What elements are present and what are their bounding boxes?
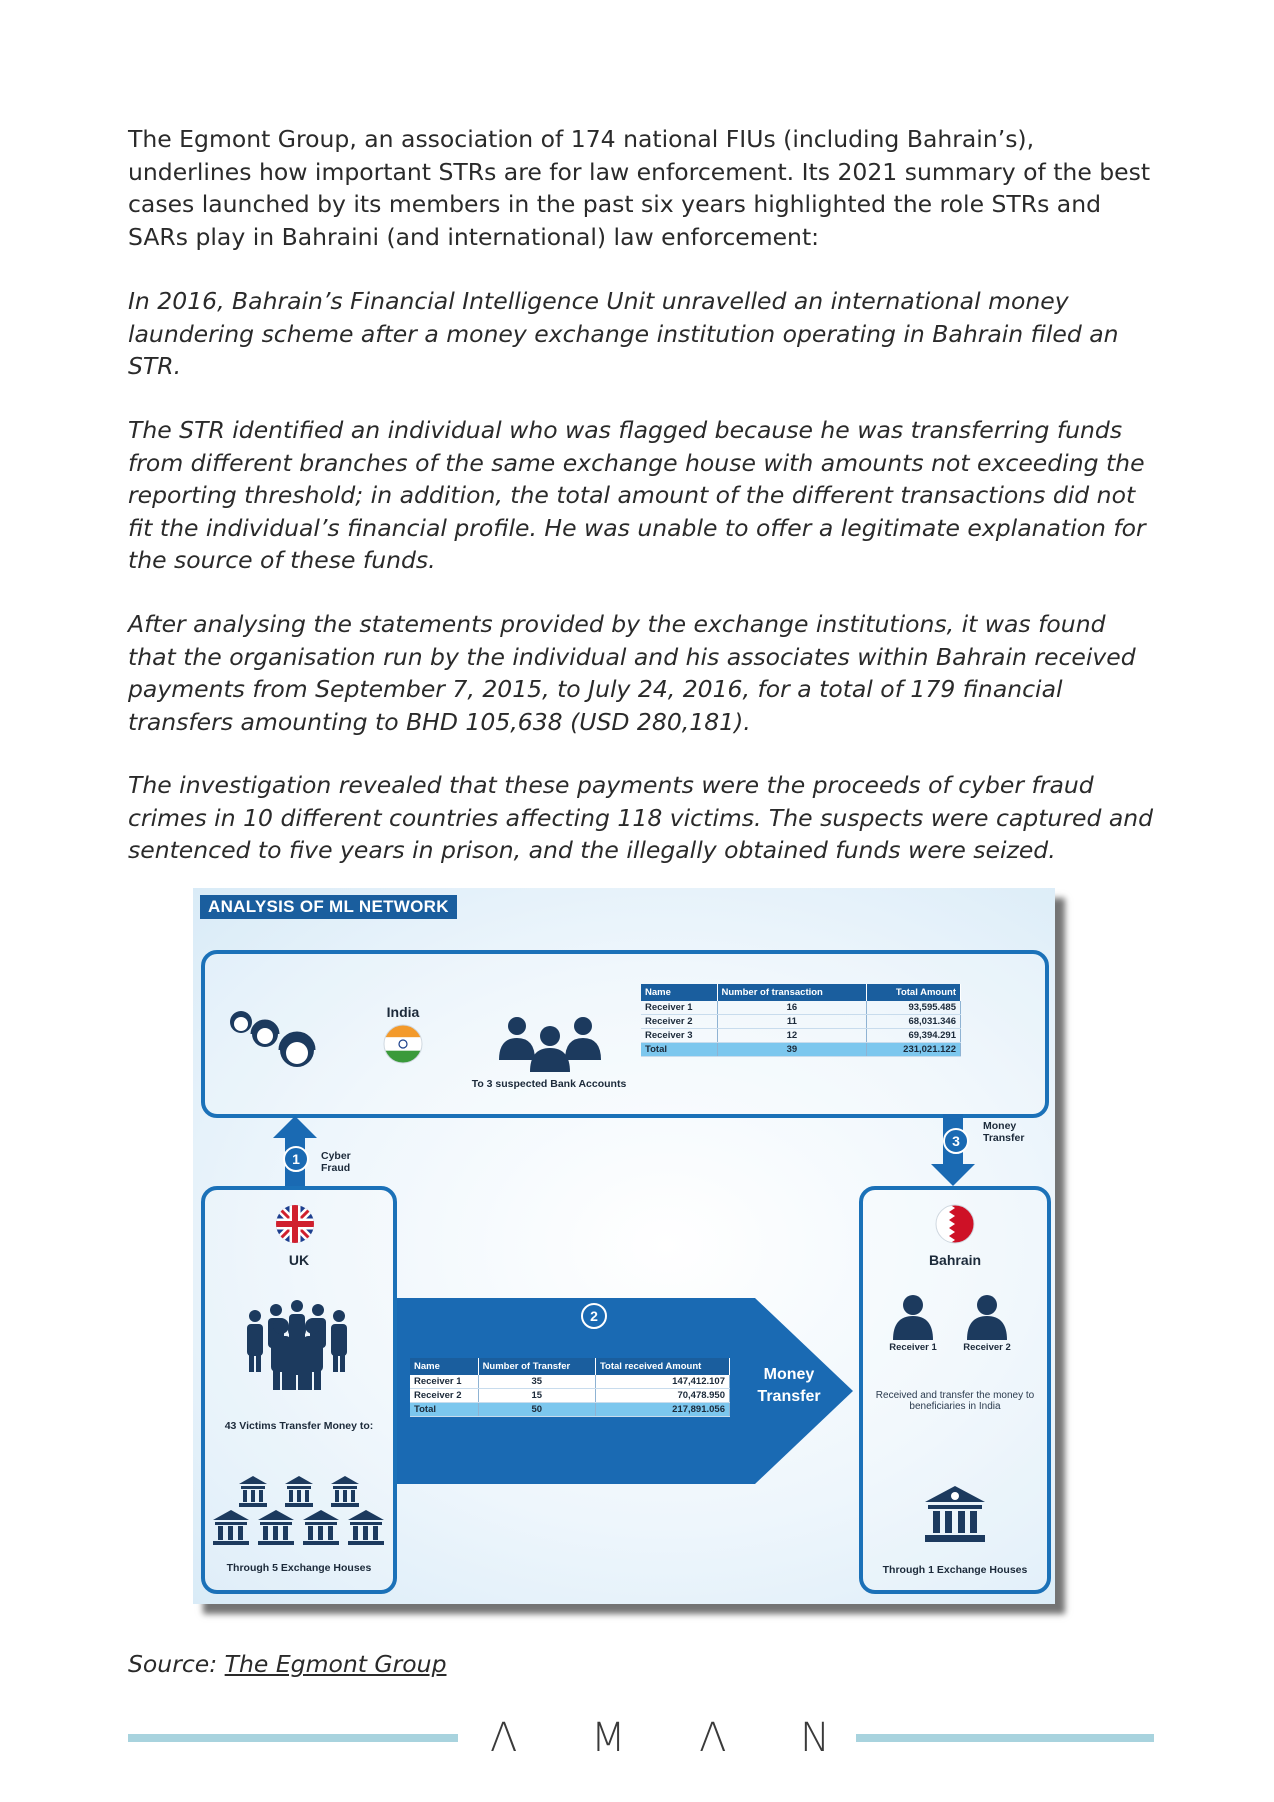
table-cell: Total — [641, 1043, 717, 1057]
step-2-badge: 2 — [581, 1303, 607, 1329]
table-row — [641, 1001, 961, 1015]
table-cell: 16 — [717, 1001, 867, 1015]
money-transfer-label-3: Money Transfer — [983, 1120, 1025, 1144]
table-total-row — [410, 1403, 730, 1417]
intro-paragraph: The Egmont Group, an association of 174 national FIUs (including Bahrain’s), underlines how important STRs are for law enforcement. Its 2021 summary of the best cases launched by its members in the past six years highlighted the role STRs and SARs play in Bahraini (and international) law enforcement: — [128, 125, 1151, 251]
step-1-badge: 1 — [283, 1146, 309, 1172]
source-prefix: Source: — [128, 1650, 218, 1678]
logo-letter: Λ — [699, 1715, 727, 1761]
india-label: India — [386, 1004, 420, 1020]
receiver-1-label: Receiver 1 — [889, 1342, 937, 1353]
exchange-houses-icon — [213, 1476, 385, 1546]
uk-flag-icon — [275, 1204, 315, 1244]
step-3-badge: 3 — [943, 1128, 969, 1154]
table-row — [410, 1375, 730, 1389]
table-cell: 39 — [717, 1043, 867, 1057]
uk-panel — [201, 1186, 397, 1594]
accounts-label: To 3 suspected Bank Accounts — [471, 1078, 627, 1090]
footer-rule-right — [856, 1734, 1154, 1742]
aman-logo — [490, 1716, 830, 1760]
table-header: Number of transaction — [717, 984, 867, 1001]
bahrain-note: Received and transfer the money to beneficiaries in India — [875, 1390, 1035, 1412]
bahrain-panel — [859, 1186, 1051, 1594]
table-row — [641, 1015, 961, 1029]
case-paragraph-1: In 2016, Bahrain’s Financial Intelligence Unit unravelled an international money laundering scheme after a money exchange institution operating in Bahrain filed an STR. — [128, 287, 1119, 380]
table-cell: 217,891.056 — [595, 1403, 729, 1417]
table-cell: 35 — [478, 1375, 595, 1389]
source-link[interactable]: The Egmont Group — [224, 1650, 447, 1678]
logo-letter: M — [590, 1715, 626, 1761]
table-cell: 70,478.950 — [595, 1389, 729, 1403]
table-header: Number of Transfer — [478, 1358, 595, 1375]
case-paragraph-2: The STR identified an individual who was flagged because he was transferring funds from different branches of the same exchange house with amounts not exceeding the reporting threshold; in addition, the total amount of the different transactions did not fit the individual’s financial profile. He was unable to offer a legitimate explanation for the source of these funds. — [128, 416, 1146, 574]
case-paragraph-4: The investigation revealed that these payments were the proceeds of cyber fraud crimes in 10 different countries affecting 118 victims. The suspects were captured and sentenced to five years in prison, and the illegally obtained funds were seized. — [128, 771, 1154, 864]
india-panel — [201, 950, 1049, 1118]
logo-letter: Λ — [490, 1715, 518, 1761]
table-cell: Receiver 2 — [641, 1015, 717, 1029]
receiver-2-icon — [967, 1294, 1007, 1340]
logo-letter: N — [800, 1715, 830, 1761]
table-cell: Receiver 2 — [410, 1389, 478, 1403]
infographic-title: ANALYSIS OF ML NETWORK — [200, 895, 457, 919]
table-row — [410, 1389, 730, 1403]
uk-houses-label: Through 5 Exchange Houses — [226, 1562, 372, 1574]
uk-label: UK — [288, 1252, 310, 1268]
money-transfer-label-2: Money Transfer — [757, 1366, 821, 1405]
table-cell: 147,412.107 — [595, 1375, 729, 1389]
source-line — [128, 1650, 447, 1678]
table-header: Total Amount — [867, 984, 961, 1001]
table-cell: 231,021.122 — [867, 1043, 961, 1057]
table-cell: Total — [410, 1403, 478, 1417]
call-center-icon — [225, 1006, 325, 1080]
bahrain-label: Bahrain — [928, 1252, 982, 1268]
ml-network-infographic — [193, 888, 1055, 1604]
bahrain-flag-icon — [935, 1204, 975, 1244]
table-total-row — [641, 1043, 961, 1057]
table-cell: 50 — [478, 1403, 595, 1417]
india-flag-icon — [383, 1024, 423, 1064]
table-header: Total received Amount — [595, 1358, 729, 1375]
table-row — [641, 1029, 961, 1043]
victims-crowd-icon — [241, 1300, 353, 1390]
bahrain-houses-label: Through 1 Exchange Houses — [882, 1564, 1028, 1576]
table-header: Name — [410, 1358, 478, 1375]
transfer-table — [410, 1358, 730, 1417]
table-cell: 69,394.291 — [867, 1029, 961, 1043]
table-cell: 12 — [717, 1029, 867, 1043]
india-receivers-table — [641, 984, 961, 1057]
bank-icon — [925, 1486, 985, 1544]
table-cell: 68,031.346 — [867, 1015, 961, 1029]
table-cell: Receiver 1 — [410, 1375, 478, 1389]
footer-rule-left — [128, 1734, 458, 1742]
bank-accounts-people-icon — [495, 1014, 605, 1074]
table-cell: 15 — [478, 1389, 595, 1403]
table-cell: Receiver 3 — [641, 1029, 717, 1043]
victims-label: 43 Victims Transfer Money to: — [224, 1420, 374, 1432]
receiver-2-label: Receiver 2 — [963, 1342, 1011, 1353]
table-cell: Receiver 1 — [641, 1001, 717, 1015]
case-paragraph-3: After analysing the statements provided by the exchange institutions, it was found that the organisation run by the individual and his associates within Bahrain received payments from September 7, 2015, to July 24, 2016, for a total of 179 financial transfers amounting to BHD 105,638 (USD 280,181). — [128, 610, 1136, 736]
table-cell: 11 — [717, 1015, 867, 1029]
table-header: Name — [641, 984, 717, 1001]
receiver-1-icon — [893, 1294, 933, 1340]
cyber-fraud-label: Cyber Fraud — [321, 1150, 351, 1174]
table-cell: 93,595.485 — [867, 1001, 961, 1015]
